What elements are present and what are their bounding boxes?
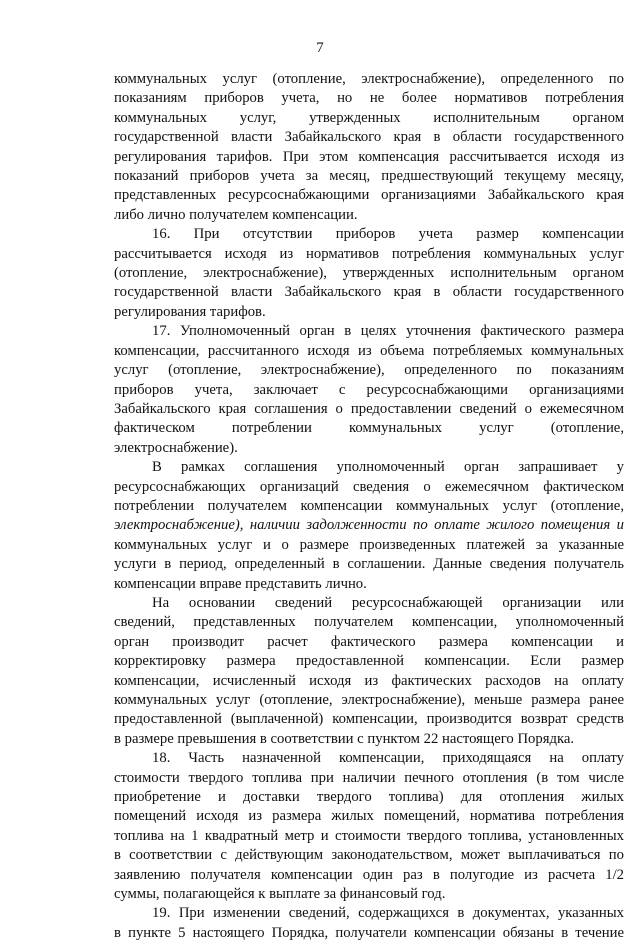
paragraph-recalculation-line: коммунальных услуг (отопление, электроснабжение), меньше размера ранее (114, 692, 624, 708)
paragraph-item-16-line: 16. При отсутствии приборов учета размер компенсации (152, 226, 624, 243)
paragraph-item-16-line: государственной власти Забайкальского края в области государственного (114, 284, 624, 301)
paragraph-item-16-line: (отопление, электроснабжение), утвержденных исполнительным органом (114, 265, 624, 282)
paragraph-continuation-line: показаниям приборов учета, но не более нормативов потребления (114, 90, 624, 107)
paragraph-agreement-framework-line: услуги в период, определенный в соглашении. Данные сведения получатель (114, 556, 624, 573)
paragraph-item-17-line: услуг (отопление, электроснабжение), определенного по показаниям (114, 362, 624, 379)
paragraph-continuation-line: регулирования тарифов. При этом компенсация рассчитывается исходя из (114, 148, 624, 165)
paragraph-recalculation-line: компенсации, исчисленный исходя из фактических расходов на оплату (114, 672, 624, 689)
document-body (114, 70, 624, 943)
paragraph-item-17-line: Забайкальского края соглашения о предоставлении сведений о ежемесячном (114, 400, 624, 417)
paragraph-item-18-line: заявлению получателя компенсации один раз в полугодие из расчета 1/2 (114, 866, 624, 883)
paragraph-item-18-line: топлива на 1 квадратный метр и стоимости твердого топлива, установленных (114, 827, 624, 844)
paragraph-continuation-line: коммунальных услуг, утвержденных исполнительным органом (114, 109, 624, 126)
paragraph-continuation-line: государственной власти Забайкальского края в области государственного (114, 129, 624, 146)
paragraph-recalculation-line: в размере превышения в соответствии с пунктом 22 настоящего Порядка. (114, 730, 575, 747)
paragraph-agreement-framework-line: В рамках соглашения уполномоченный орган запрашивает у (152, 459, 624, 476)
paragraph-item-17-line: компенсации, рассчитанного исходя из объема потребляемых коммунальных (114, 342, 624, 359)
paragraph-item-16-line: рассчитывается исходя из нормативов потребления коммунальных услуг (114, 245, 624, 262)
paragraph-item-17-line: 17. Уполномоченный орган в целях уточнения фактического размера (152, 323, 624, 340)
paragraph-agreement-framework-line: электроснабжение), наличии задолженности по оплате жилого помещения и (114, 517, 624, 534)
paragraph-agreement-framework-line: потреблении получателем компенсации коммунальных услуг (отопление, (114, 497, 624, 514)
paragraph-agreement-framework-line: компенсации вправе представить лично. (114, 575, 367, 592)
paragraph-item-17-line: электроснабжение). (114, 439, 238, 456)
paragraph-item-18-line: стоимости твердого топлива при наличии печного отопления (в том числе (114, 769, 624, 786)
paragraph-recalculation-line: На основании сведений ресурсоснабжающей организации или (152, 594, 624, 611)
paragraph-continuation-line: представленных ресурсоснабжающими организациями Забайкальского края (114, 187, 624, 204)
paragraph-item-17-line: приборов учета, заключает с ресурсоснабжающими организациями (114, 381, 624, 398)
paragraph-item-18-line: суммы, полагающейся к выплате за финансовый год. (114, 886, 446, 903)
paragraph-continuation-line: либо лично получателем компенсации. (114, 206, 358, 223)
paragraph-item-19-line: 19. При изменении сведений, содержащихся в документах, указанных (152, 905, 624, 922)
paragraph-item-18-line: 18. Часть назначенной компенсации, приходящаяся на оплату (152, 750, 624, 767)
paragraph-item-17-line: фактическом потреблении коммунальных услуг (отопление, (114, 420, 624, 437)
paragraph-agreement-framework-line: коммунальных услуг и о размере произведенных платежей за указанные (114, 536, 624, 553)
paragraph-recalculation-line: орган производит расчет фактического размера компенсации и (114, 633, 624, 650)
paragraph-item-18-line: приобретение и доставки твердого топлива) для отопления жилых (114, 789, 624, 806)
paragraph-continuation-line: показаний приборов учета за месяц, предшествующий текущему месяцу, (114, 168, 624, 185)
paragraph-recalculation-line: корректировку размера предоставленной компенсации. Если размер (114, 653, 624, 670)
paragraph-agreement-framework-line: ресурсоснабжающих организаций сведения о ежемесячном фактическом (114, 478, 624, 495)
paragraph-recalculation-line: предоставленной (выплаченной) компенсации, производится возврат средств (114, 711, 624, 728)
paragraph-item-18-line: помещений исходя из размера жилых помещений, норматива потребления (114, 808, 624, 825)
paragraph-item-19-line: в пункте 5 настоящего Порядка, получатели компенсации обязаны в течение (114, 924, 624, 941)
paragraph-recalculation-line: сведений, представленных получателем компенсации, уполномоченный (114, 614, 624, 631)
paragraph-item-18-line: в соответствии с действующим законодательством, может выплачиваться по (114, 847, 624, 864)
paragraph-continuation-line: коммунальных услуг (отопление, электроснабжение), определенного по (114, 71, 624, 87)
page-number: 7 (316, 40, 324, 56)
paragraph-item-16-line: регулирования тарифов. (114, 303, 266, 320)
